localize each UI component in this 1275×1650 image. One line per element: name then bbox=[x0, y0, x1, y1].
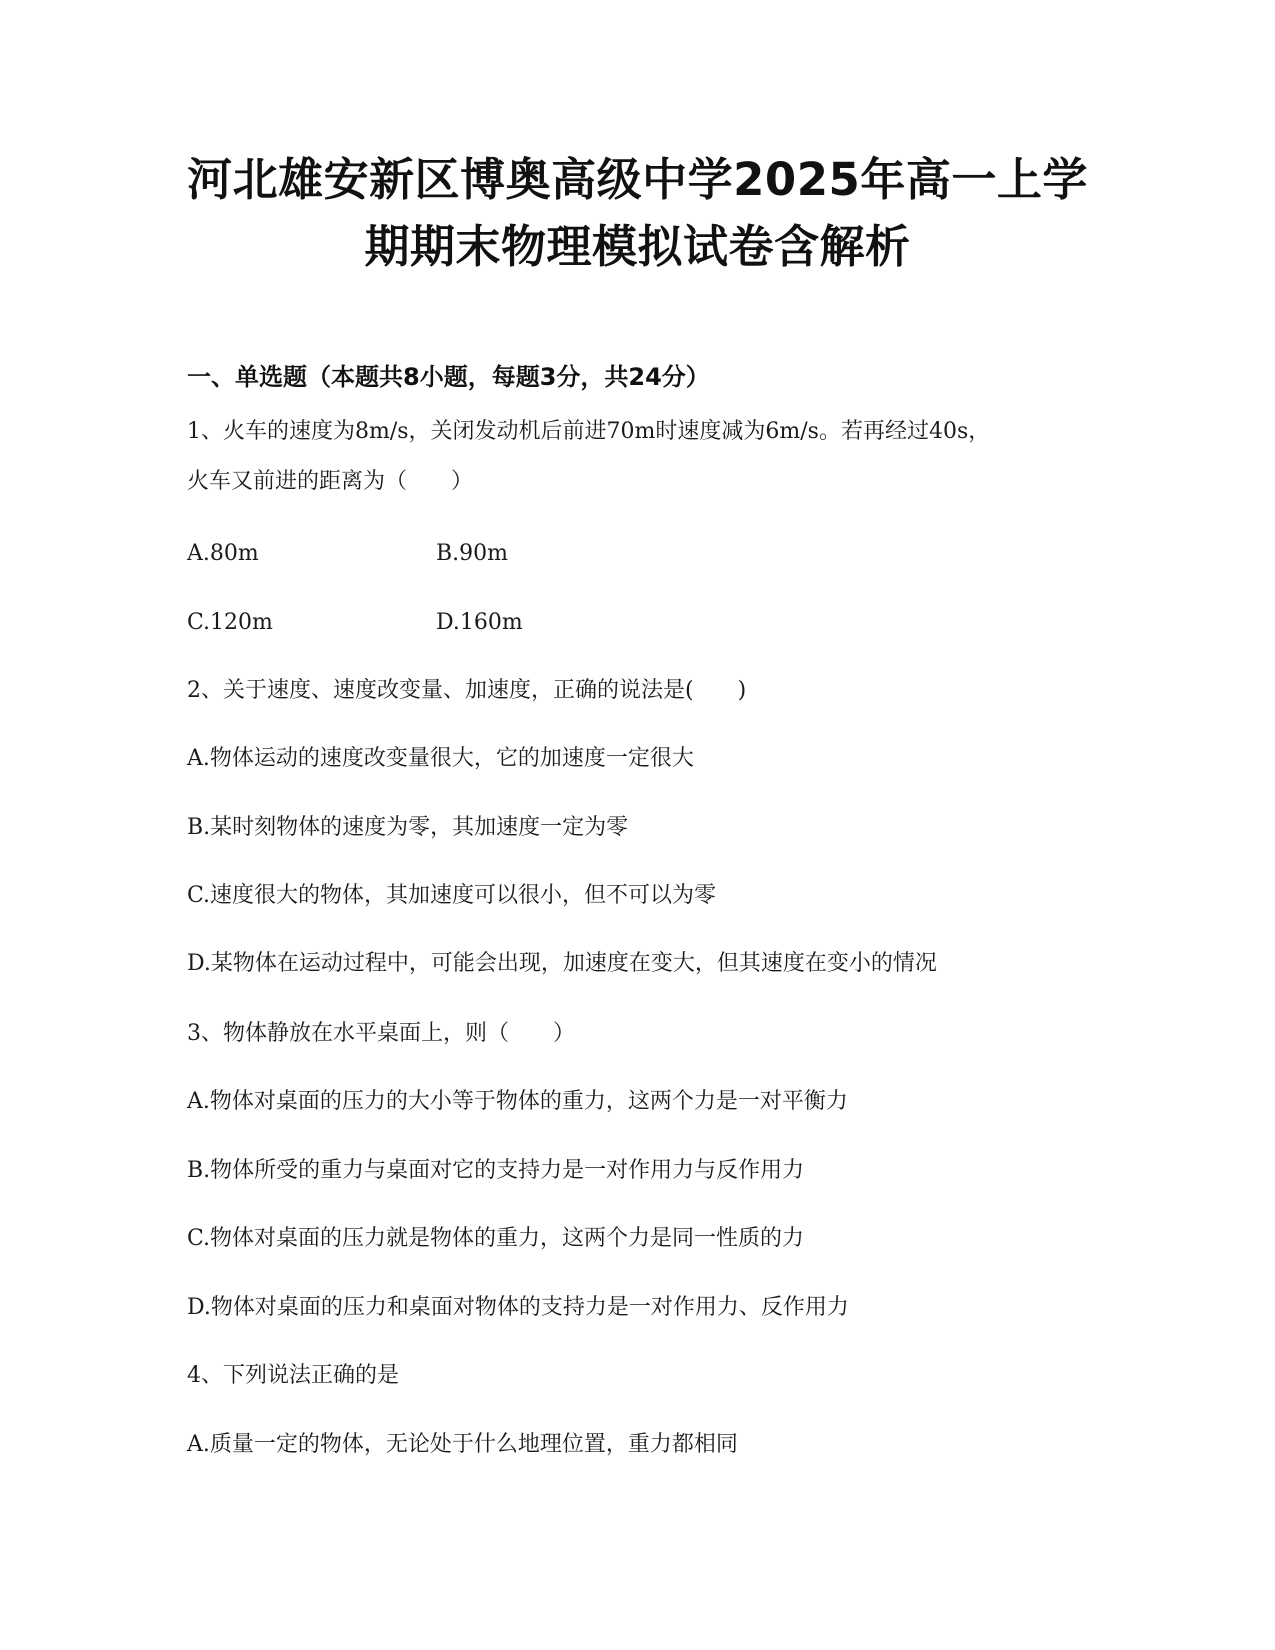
question-2-stem: 2、关于速度、速度改变量、加速度，正确的说法是( ) bbox=[187, 678, 747, 703]
question-1-option-d: D.160m bbox=[436, 610, 523, 635]
question-1-option-a: A.80m bbox=[187, 541, 259, 566]
question-1-option-b: B.90m bbox=[436, 541, 509, 566]
question-3-stem: 3、物体静放在水平桌面上，则（ ） bbox=[187, 1021, 575, 1046]
question-1-option-c: C.120m bbox=[187, 610, 273, 635]
question-2-option-c: C.速度很大的物体，其加速度可以很小，但不可以为零 bbox=[187, 883, 717, 908]
question-3-option-c: C.物体对桌面的压力就是物体的重力，这两个力是同一性质的力 bbox=[187, 1226, 805, 1251]
question-3-option-d: D.物体对桌面的压力和桌面对物体的支持力是一对作用力、反作用力 bbox=[187, 1295, 849, 1320]
question-1-stem-line-2: 火车又前进的距离为（ ） bbox=[187, 469, 474, 494]
question-4-stem: 4、下列说法正确的是 bbox=[187, 1363, 399, 1388]
document-title-line-1: 河北雄安新区博奥高级中学2025年高一上学 bbox=[187, 153, 1088, 206]
document-title-line-2: 期期末物理模拟试卷含解析 bbox=[364, 220, 911, 273]
section-heading: 一、单选题（本题共8小题，每题3分，共24分） bbox=[187, 363, 710, 391]
question-4-option-a: A.质量一定的物体，无论处于什么地理位置，重力都相同 bbox=[187, 1432, 738, 1457]
question-2-option-d: D.某物体在运动过程中，可能会出现，加速度在变大，但其速度在变小的情况 bbox=[187, 951, 937, 976]
question-2-option-b: B.某时刻物体的速度为零，其加速度一定为零 bbox=[187, 815, 629, 840]
question-1-stem-line-1: 1、火车的速度为8m/s，关闭发动机后前进70m时速度减为6m/s。若再经过40s， bbox=[187, 419, 991, 444]
question-3-option-a: A.物体对桌面的压力的大小等于物体的重力，这两个力是一对平衡力 bbox=[187, 1089, 848, 1114]
question-2-option-a: A.物体运动的速度改变量很大，它的加速度一定很大 bbox=[187, 746, 694, 771]
question-3-option-b: B.物体所受的重力与桌面对它的支持力是一对作用力与反作用力 bbox=[187, 1158, 805, 1183]
